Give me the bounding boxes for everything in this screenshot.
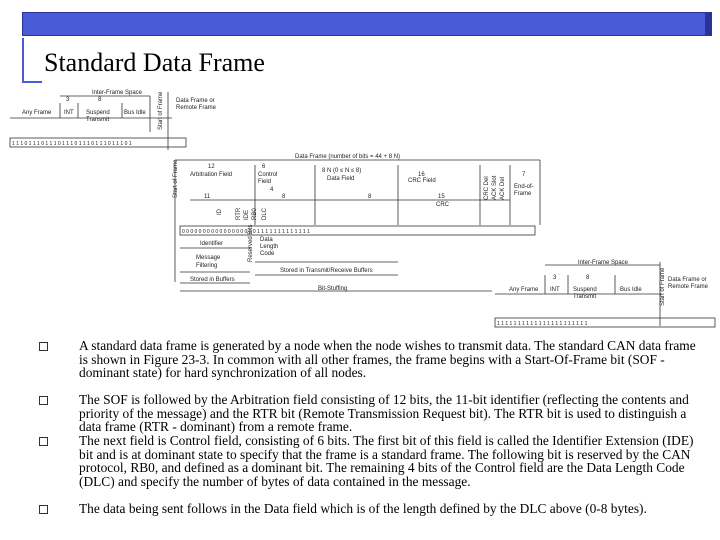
ifs-bottom-any-frame: Any Frame <box>509 287 539 293</box>
bullet-marker-icon <box>39 396 48 405</box>
ifs-bottom-n3: 3 <box>553 275 557 281</box>
df-data-field: Data Field <box>327 176 355 182</box>
bullet-text: The data being sent follows in the Data field which is of the length defined by the DLC above (0-8 bytes). <box>79 501 647 516</box>
df-crc: CRC <box>436 202 449 208</box>
df-length: Length <box>260 244 279 250</box>
ifs-top-sof: Start of Frame <box>158 91 164 130</box>
df-crc-del: CRC Del <box>484 176 490 200</box>
bullet-list <box>34 339 704 516</box>
bullet-item <box>34 339 704 393</box>
df-n8b: 8 <box>368 194 372 200</box>
bullet-item <box>34 434 704 502</box>
ifs-bottom-n8: 8 <box>586 275 590 281</box>
bullet-item <box>34 502 704 516</box>
df-eof-1: End-of- <box>514 184 534 190</box>
df-control: Control <box>258 172 278 178</box>
slide-title: Standard Data Frame <box>44 48 265 77</box>
title-left-rule <box>22 38 24 82</box>
data-frame-label: Data Frame (number of bits = 44 + 8 N) <box>295 154 401 160</box>
ifs-bottom-remote-frame: Remote Frame <box>668 284 709 290</box>
df-n16: 16 <box>418 172 425 178</box>
df-n15: 15 <box>438 194 445 200</box>
df-filtering: Filtering <box>196 263 218 269</box>
df-n4: 4 <box>270 187 274 193</box>
df-n6: 6 <box>262 164 266 170</box>
ifs-top-label: Inter-Frame Space <box>92 90 143 96</box>
ifs-top-suspend: Suspend <box>86 110 110 116</box>
df-n7: 7 <box>522 172 526 178</box>
bit-row-2: 0 0 0 0 0 0 0 0 0 0 0 0 0 0 0 0 0 0 1 1 1 1 1 1 1 1 1 1 1 1 1 <box>182 229 310 235</box>
df-data: Data <box>260 237 273 243</box>
df-rb0: RB0 <box>252 208 258 220</box>
df-bit-stuffing: Bit-Stuffing <box>318 286 348 292</box>
df-crc-field: CRC Field <box>408 178 436 184</box>
header-bar <box>22 12 712 36</box>
header-bar-cap <box>705 13 711 35</box>
can-frame-diagram <box>0 86 720 330</box>
ifs-bottom-label: Inter-Frame Space <box>578 260 629 266</box>
ifs-top-df-or: Data Frame or <box>176 98 215 104</box>
df-n12: 12 <box>208 164 215 170</box>
ifs-top-int: INT <box>64 110 74 116</box>
df-field: Field <box>258 179 272 185</box>
df-eof-2: Frame <box>514 191 532 197</box>
df-stored-buffers: Stored in Buffers <box>190 277 235 283</box>
ifs-top-n3: 3 <box>66 97 70 103</box>
ifs-top-transmit: Transmit <box>86 117 110 123</box>
df-id: ID <box>217 209 223 215</box>
ifs-top-n8: 8 <box>98 97 102 103</box>
df-n8a: 8 <box>282 194 286 200</box>
df-stored-tx-rx: Stored in Transmit/Receive Buffers <box>280 268 373 274</box>
df-dlc: DLC <box>262 207 268 220</box>
df-n11: 11 <box>204 194 211 200</box>
ifs-top-any-frame: Any Frame <box>22 110 52 116</box>
ifs-bottom-sof: Start of Frame <box>660 267 666 306</box>
df-ack-slot: ACK Slot <box>492 175 498 200</box>
df-message: Message <box>196 255 221 261</box>
bullet-text: The next field is Control field, consisting of 6 bits. The first bit of this field is called the Identifier Extension (IDE) bit and is at dominant state to specify that the frame is a standard frame. The following bit is reserved by the CAN protocol, RB0, and defined as a dominant bit. The remaining 4 bits of the Control field are the Data Length Code (DLC) and specify the number of bytes of data contained in the message. <box>79 433 694 489</box>
df-ide: IDE <box>244 209 250 220</box>
bullet-text: A standard data frame is generated by a node when the node wishes to transmit data. The standard CAN data frame is shown in Figure 23-3. In common with all other frames, the frame begins with a Start-Of-Frame bit (SOF - dominant state) for hard synchronization of all nodes. <box>79 338 696 381</box>
bullet-item <box>34 393 704 434</box>
bullet-marker-icon <box>39 505 48 514</box>
df-code: Code <box>260 251 275 257</box>
bit-row-1: 1 1 1 0 1 1 1 0 1 1 1 0 1 1 1 0 1 1 1 0 1 1 1 0 1 1 1 0 1 <box>12 141 132 147</box>
ifs-bottom-int: INT <box>550 287 560 293</box>
bullet-marker-icon <box>39 437 48 446</box>
bullet-text: The SOF is followed by the Arbitration field consisting of 12 bits, the 11-bit identifier (reflecting the contents and priority of the message) and the RTR bit (Remote Transmission Request bit). The RTR bit is used to distinguish a data frame (RTR - dominant) from a remote frame. <box>79 392 689 435</box>
ifs-bottom-transmit: Transmit <box>573 294 597 300</box>
df-ack-del: ACK Del <box>500 176 506 200</box>
ifs-bottom-df-or: Data Frame or <box>668 277 707 283</box>
title-bottom-rule <box>22 81 42 83</box>
bit-row-3: 1 1 1 1 1 1 1 1 1 1 1 1 1 1 1 1 1 1 1 1 1 1 <box>497 321 588 327</box>
df-identifier: Identifier <box>200 241 224 247</box>
ifs-bottom-bus-idle: Bus Idle <box>620 287 642 293</box>
df-arbitration: Arbitration Field <box>190 172 233 178</box>
df-rtr: RTR <box>236 207 242 220</box>
df-reserved: Reserved Bits <box>248 224 254 262</box>
bullet-marker-icon <box>39 342 48 351</box>
ifs-top-remote-frame: Remote Frame <box>176 105 217 111</box>
ifs-bottom-suspend: Suspend <box>573 287 597 293</box>
df-n8n: 8 N (0 ≤ N ≤ 8) <box>322 168 362 174</box>
ifs-top-bus-idle: Bus Idle <box>124 110 146 116</box>
df-sof: Start of Frame <box>173 159 179 198</box>
